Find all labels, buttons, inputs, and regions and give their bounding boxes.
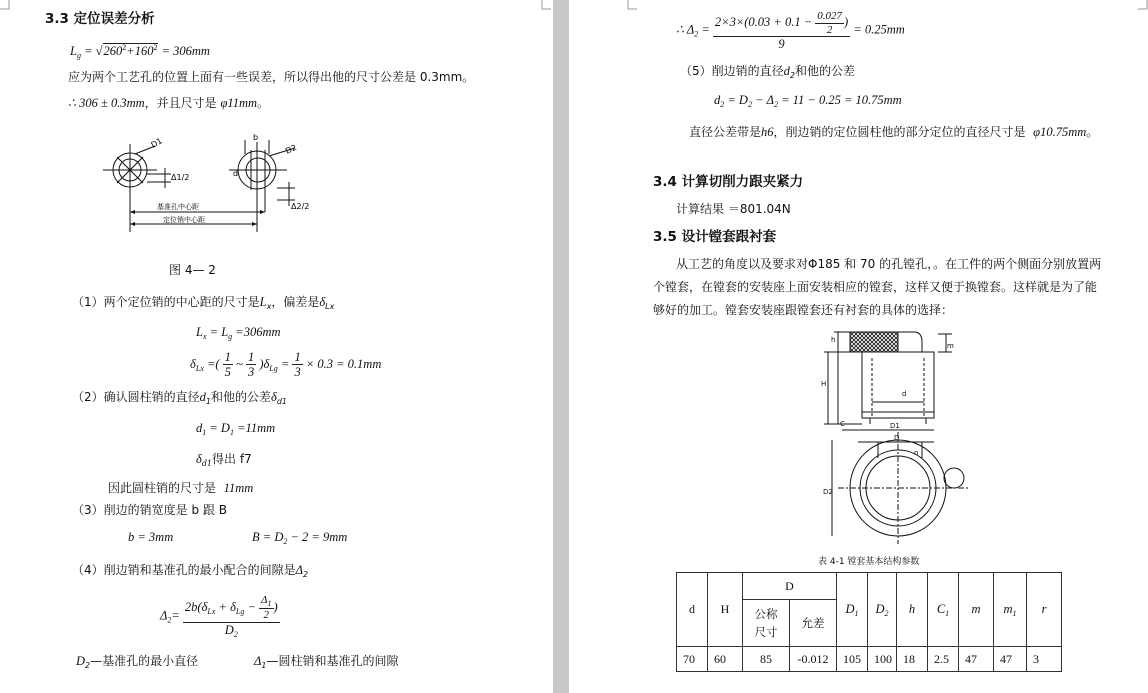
label-base-hole-distance: 基准孔中心距 [157, 203, 199, 211]
drawing-label-n: n [914, 449, 919, 457]
item-1: （1）两个定位销的中心距的尺寸是$L_x$，偏差是$\delta_{Lx}$ [72, 295, 335, 311]
section-heading-3-3: 3.3 定位误差分析 [45, 11, 155, 27]
paragraph-boring-line-2: 个镗套，在镗套的安装座上面安装相应的镗套，这样又便于换镗套。这样就是为了能 [653, 280, 1098, 294]
item-4: （4）削边销和基准孔的最小配合的间隙是$\Delta_2$ [72, 563, 309, 579]
label-d: d [233, 169, 239, 178]
legend-delta1: $\Delta_1—$圆柱销和基准孔的间隙 [254, 654, 399, 670]
drawing-label-d1: D1 [890, 422, 900, 430]
th-d: d [677, 573, 708, 647]
label-pin-distance: 定位销中心距 [163, 216, 205, 224]
paragraph-pin-size: 因此圆柱销的尺寸是 11mm [108, 481, 254, 495]
figure-caption: 图 4— 2 [169, 263, 216, 277]
drawing-label-H: H [821, 380, 827, 388]
drawing-label-outer-d: D [894, 434, 900, 442]
label-d2: D2 [284, 142, 299, 156]
th-r: r [1027, 573, 1062, 647]
th-h: h [897, 573, 928, 647]
table-row [677, 647, 1062, 672]
label-d1: D1 [149, 136, 164, 150]
th-H: H [708, 573, 743, 647]
boring-bushing-drawing [818, 328, 968, 550]
td-D2: 100 [868, 647, 897, 672]
paragraph-boring-line-1: 从工艺的角度以及要求对Φ185 和 70 的孔镗孔，。在工件的两个侧面分别放置两 [676, 257, 1102, 271]
td-H: 60 [708, 647, 743, 672]
section-heading-3-5: 3.5 设计镗套跟衬套 [653, 229, 777, 245]
th-D: D [743, 573, 837, 600]
label-b: b [253, 133, 259, 142]
th-D1: $D_1$ [837, 573, 868, 647]
equation-B: $B = D_2 - 2 = 9mm$ [252, 530, 348, 546]
td-m1: 47 [994, 647, 1027, 672]
td-D1: 105 [837, 647, 868, 672]
legend-d2: $D_2—$基准孔的最小直径 [76, 654, 199, 670]
paragraph-size: ∴ 306 ± 0.3mm，并且尺寸是 φ11mm。 [68, 96, 270, 110]
corner-mark [627, 0, 637, 10]
drawing-label-m: m [947, 342, 954, 350]
item-2: （2）确认圆柱销的直径$d_1$和他的公差$\delta_{d1}$ [72, 390, 287, 406]
equation-lx: $L_x = L_g =306mm$ [196, 325, 281, 341]
label-delta1-half: Δ1/2 [171, 173, 190, 182]
equation-delta-lx: $\delta_{Lx}$ =( $\frac{1}{5}$ ~ $\frac{1}{3}$ )$\delta_{Lg}$ = $\frac{1}{3}$ × 0.3 = 0.1mm [190, 350, 382, 380]
td-r: 3 [1027, 647, 1062, 672]
td-h: 18 [897, 647, 928, 672]
equation-f7: $\delta_{d1}$得出 f7 [196, 452, 252, 468]
drawing-label-d: d [902, 390, 907, 398]
pin-layout-diagram [95, 128, 335, 240]
th-D2: $D_2$ [868, 573, 897, 647]
drawing-label-d2: D2 [823, 488, 833, 496]
equation-b: b = 3mm [128, 530, 174, 544]
td-m: 47 [959, 647, 994, 672]
td-d: 70 [677, 647, 708, 672]
page-gutter [553, 0, 569, 693]
equation-d2: $d_2 = D_2 - \Delta_2 = 11 - 0.25 = 10.75mm$ [714, 93, 902, 109]
td-tolerance: -0.012 [790, 647, 837, 672]
label-delta2-half: Δ2/2 [291, 202, 310, 211]
equation-d1: $d_1 = D_1 =11mm$ [196, 421, 276, 437]
th-C1: $C_1$ [928, 573, 959, 647]
paragraph-tolerance-zone: 直径公差带是h6，削边销的定位圆柱他的部分定位的直径尺寸是 φ10.75mm。 [689, 125, 1099, 139]
corner-mark [1138, 0, 1148, 10]
drawing-label-h: h [831, 336, 836, 344]
item-5: （5）削边销的直径$d_2$和他的公差 [680, 64, 855, 80]
table-header-row-1 [677, 573, 1062, 600]
corner-mark [0, 0, 10, 10]
drawing-label-c: C [840, 420, 845, 428]
td-C1: 2.5 [928, 647, 959, 672]
th-nominal: 公称 尺寸 [743, 600, 790, 647]
table-caption: 表 4-1 镗套基本结构参数 [818, 557, 920, 567]
paragraph-boring-line-3: 够好的加工。镗套安装座跟镗套还有衬套的具体的选择： [653, 303, 954, 317]
equation-delta2-value: ∴ $\Delta_2$ = 2×3×(0.03 + 0.1 − $\frac{0.027}{2}$ ) 9 = 0.25mm [676, 10, 905, 52]
th-m: m [959, 573, 994, 647]
left-page [0, 0, 553, 693]
calculation-result: 计算结果 ＝801.04N [676, 202, 791, 216]
equation-delta2: $\Delta_2=$ $2b(\delta_{Lx} + \delta_{Lg}$ − $\frac{\Delta_1}{2}$ ) $D_2$ [160, 594, 278, 639]
th-m1: $m_1$ [994, 573, 1027, 647]
paragraph-tolerance: 应为两个工艺孔的位置上面有一些误差，所以得出他的尺寸公差是 0.3mm。 [68, 70, 475, 84]
item-3: （3）削边的销宽度是 b 跟 B [72, 503, 227, 517]
td-nominal: 85 [743, 647, 790, 672]
section-heading-3-4: 3.4 计算切削力跟夹紧力 [653, 174, 804, 190]
corner-mark [541, 0, 551, 10]
equation-lg: $L_g = √260^2+160^2 = 306mm$ [70, 43, 210, 60]
th-tolerance: 允差 [790, 600, 837, 647]
bushing-parameter-table [676, 572, 1062, 672]
